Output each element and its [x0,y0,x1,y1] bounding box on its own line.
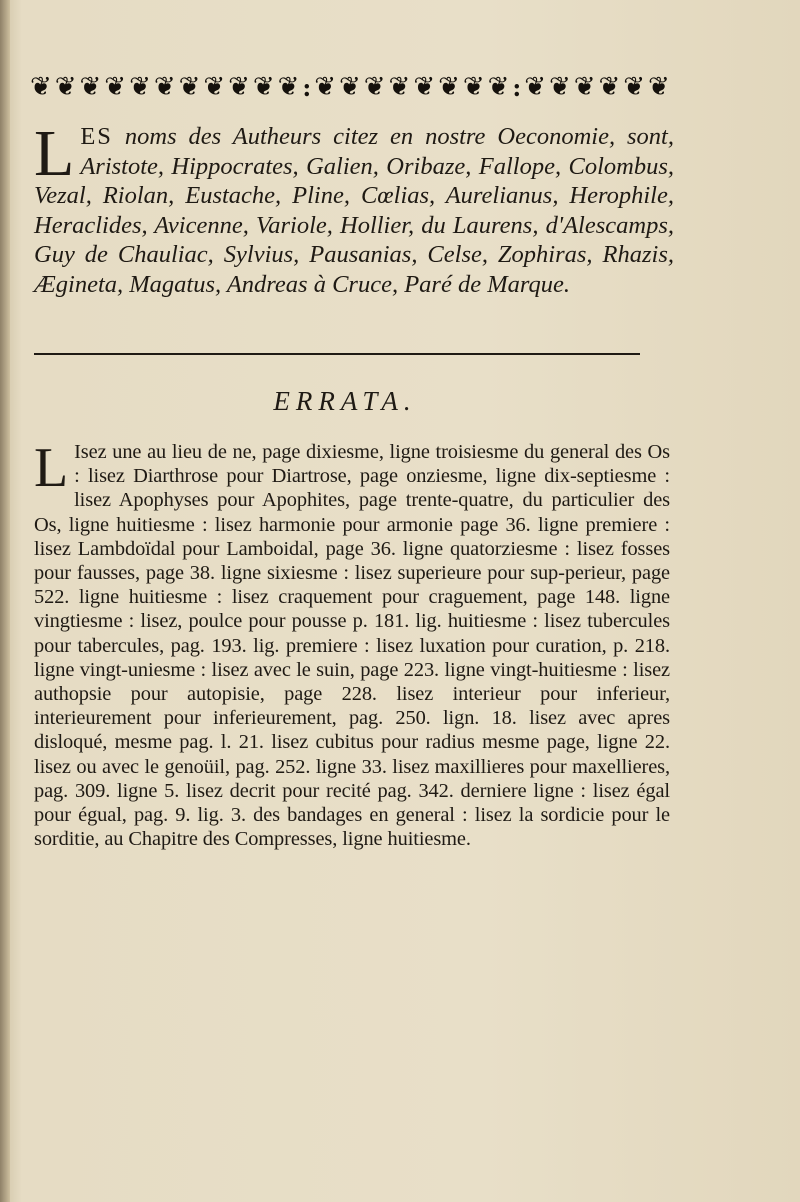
fleuron-icon: ❦ [153,72,176,102]
fleuron-icon: ❦ [548,72,571,102]
ornament-separator: : [302,72,312,102]
fleuron-icon: ❦ [462,72,485,102]
fleuron-icon: ❦ [388,72,411,102]
errata-dropcap: L [34,437,69,499]
fleuron-icon: ❦ [79,72,102,102]
fleuron-icon: ❦ [487,72,510,102]
fleuron-icon: ❦ [277,72,300,102]
fleuron-icon: ❦ [573,72,596,102]
horizontal-rule [34,353,640,355]
fleuron-icon: ❦ [363,72,386,102]
fleuron-icon: ❦ [339,72,361,102]
fleuron-icon: ❦ [129,72,151,102]
fleuron-icon: ❦ [648,72,670,102]
errata-title: ERRATA. [273,386,417,416]
fleuron-icon: ❦ [598,72,621,102]
errata-paragraph [34,437,670,851]
fleuron-icon: ❦ [30,72,52,102]
fleuron-icon: ❦ [104,72,127,102]
fleuron-icon: ❦ [438,72,460,102]
ornamental-headband [30,64,670,110]
fleuron-icon: ❦ [413,72,436,102]
fleuron-icon: ❦ [623,72,646,102]
authors-first-word: ES [80,123,113,150]
page-spine-shadow [0,0,10,1202]
fleuron-icon: ❦ [524,72,546,102]
fleuron-icon: ❦ [178,72,201,102]
fleuron-icon: ❦ [203,72,226,102]
errata-text: Isez une au lieu de ne, page dixiesme, ligne troisiesme du general des Os : lisez Diarthrose pour Diartrose, page onziesme, ligne dix-septiesme : lisez Apophyses pour Apophites, page trente-quatre, du particulier des Os, ligne huitiesme : lisez harmonie pour armonie page 36. ligne premiere : lisez Lambdoïdal pour Lamboidal, page 36. ligne quatorziesme : lisez fosses pour fausses, page 38. ligne sixiesme : lisez superieure pour sup-perieur, page 522. ligne huitiesme : lisez craquement pour craguement, page 148. ligne vingtiesme : lisez, poulce pour pousse p. 181. lig. huitiesme : lisez tubercules pour tabercules, pag. 193. lig. premiere : lisez luxation pour curation, p. 218. ligne vingt-uniesme : lisez avec le suin, page 223. ligne vingt-huitiesme : lisez authopsie pour autopisie, page 228. lisez interieur pour inferieur, interieurement pour inferieurement, pag. 250. lign. 18. lisez avec apres disloqué, mesme pag. l. 21. lisez cubitus pour radius mesme page, ligne 22. lisez ou avec le genoüil, pag. 252. ligne 33. lisez maxillieres pour maxellieres, pag. 309. ligne 5. lisez decrit pour recité pag. 342. derniere ligne : lisez égal pour égual, pag. 9. lig. 3. des bandages en general : lisez la sordicie pour le sorditie, au Chapitre des Compresses, ligne huitiesme. [34,441,670,851]
fleuron-icon: ❦ [252,72,275,102]
authors-dropcap: L [34,117,75,190]
authors-paragraph [34,117,674,300]
authors-text: noms des Autheurs citez en nostre Oeconomie, sont, Aristote, Hippocrates, Galien, Oribaze, Fallope, Colombus, Vezal, Riolan, Eustache, Pline, Cœlias, Aurelianus, Herophile, Heraclides, Avicenne, Variole, Hollier, du Laurens, d'Alescamps, Guy de Chauliac, Sylvius, Pausanias, Celse, Zophiras, Rhazis, Ægineta, Magatus, Andreas à Cruce, Paré de Marque. [34,123,674,298]
fleuron-icon: ❦ [54,72,77,102]
fleuron-icon: ❦ [228,72,250,102]
ornament-separator: : [512,72,522,102]
fleuron-icon: ❦ [314,72,337,102]
